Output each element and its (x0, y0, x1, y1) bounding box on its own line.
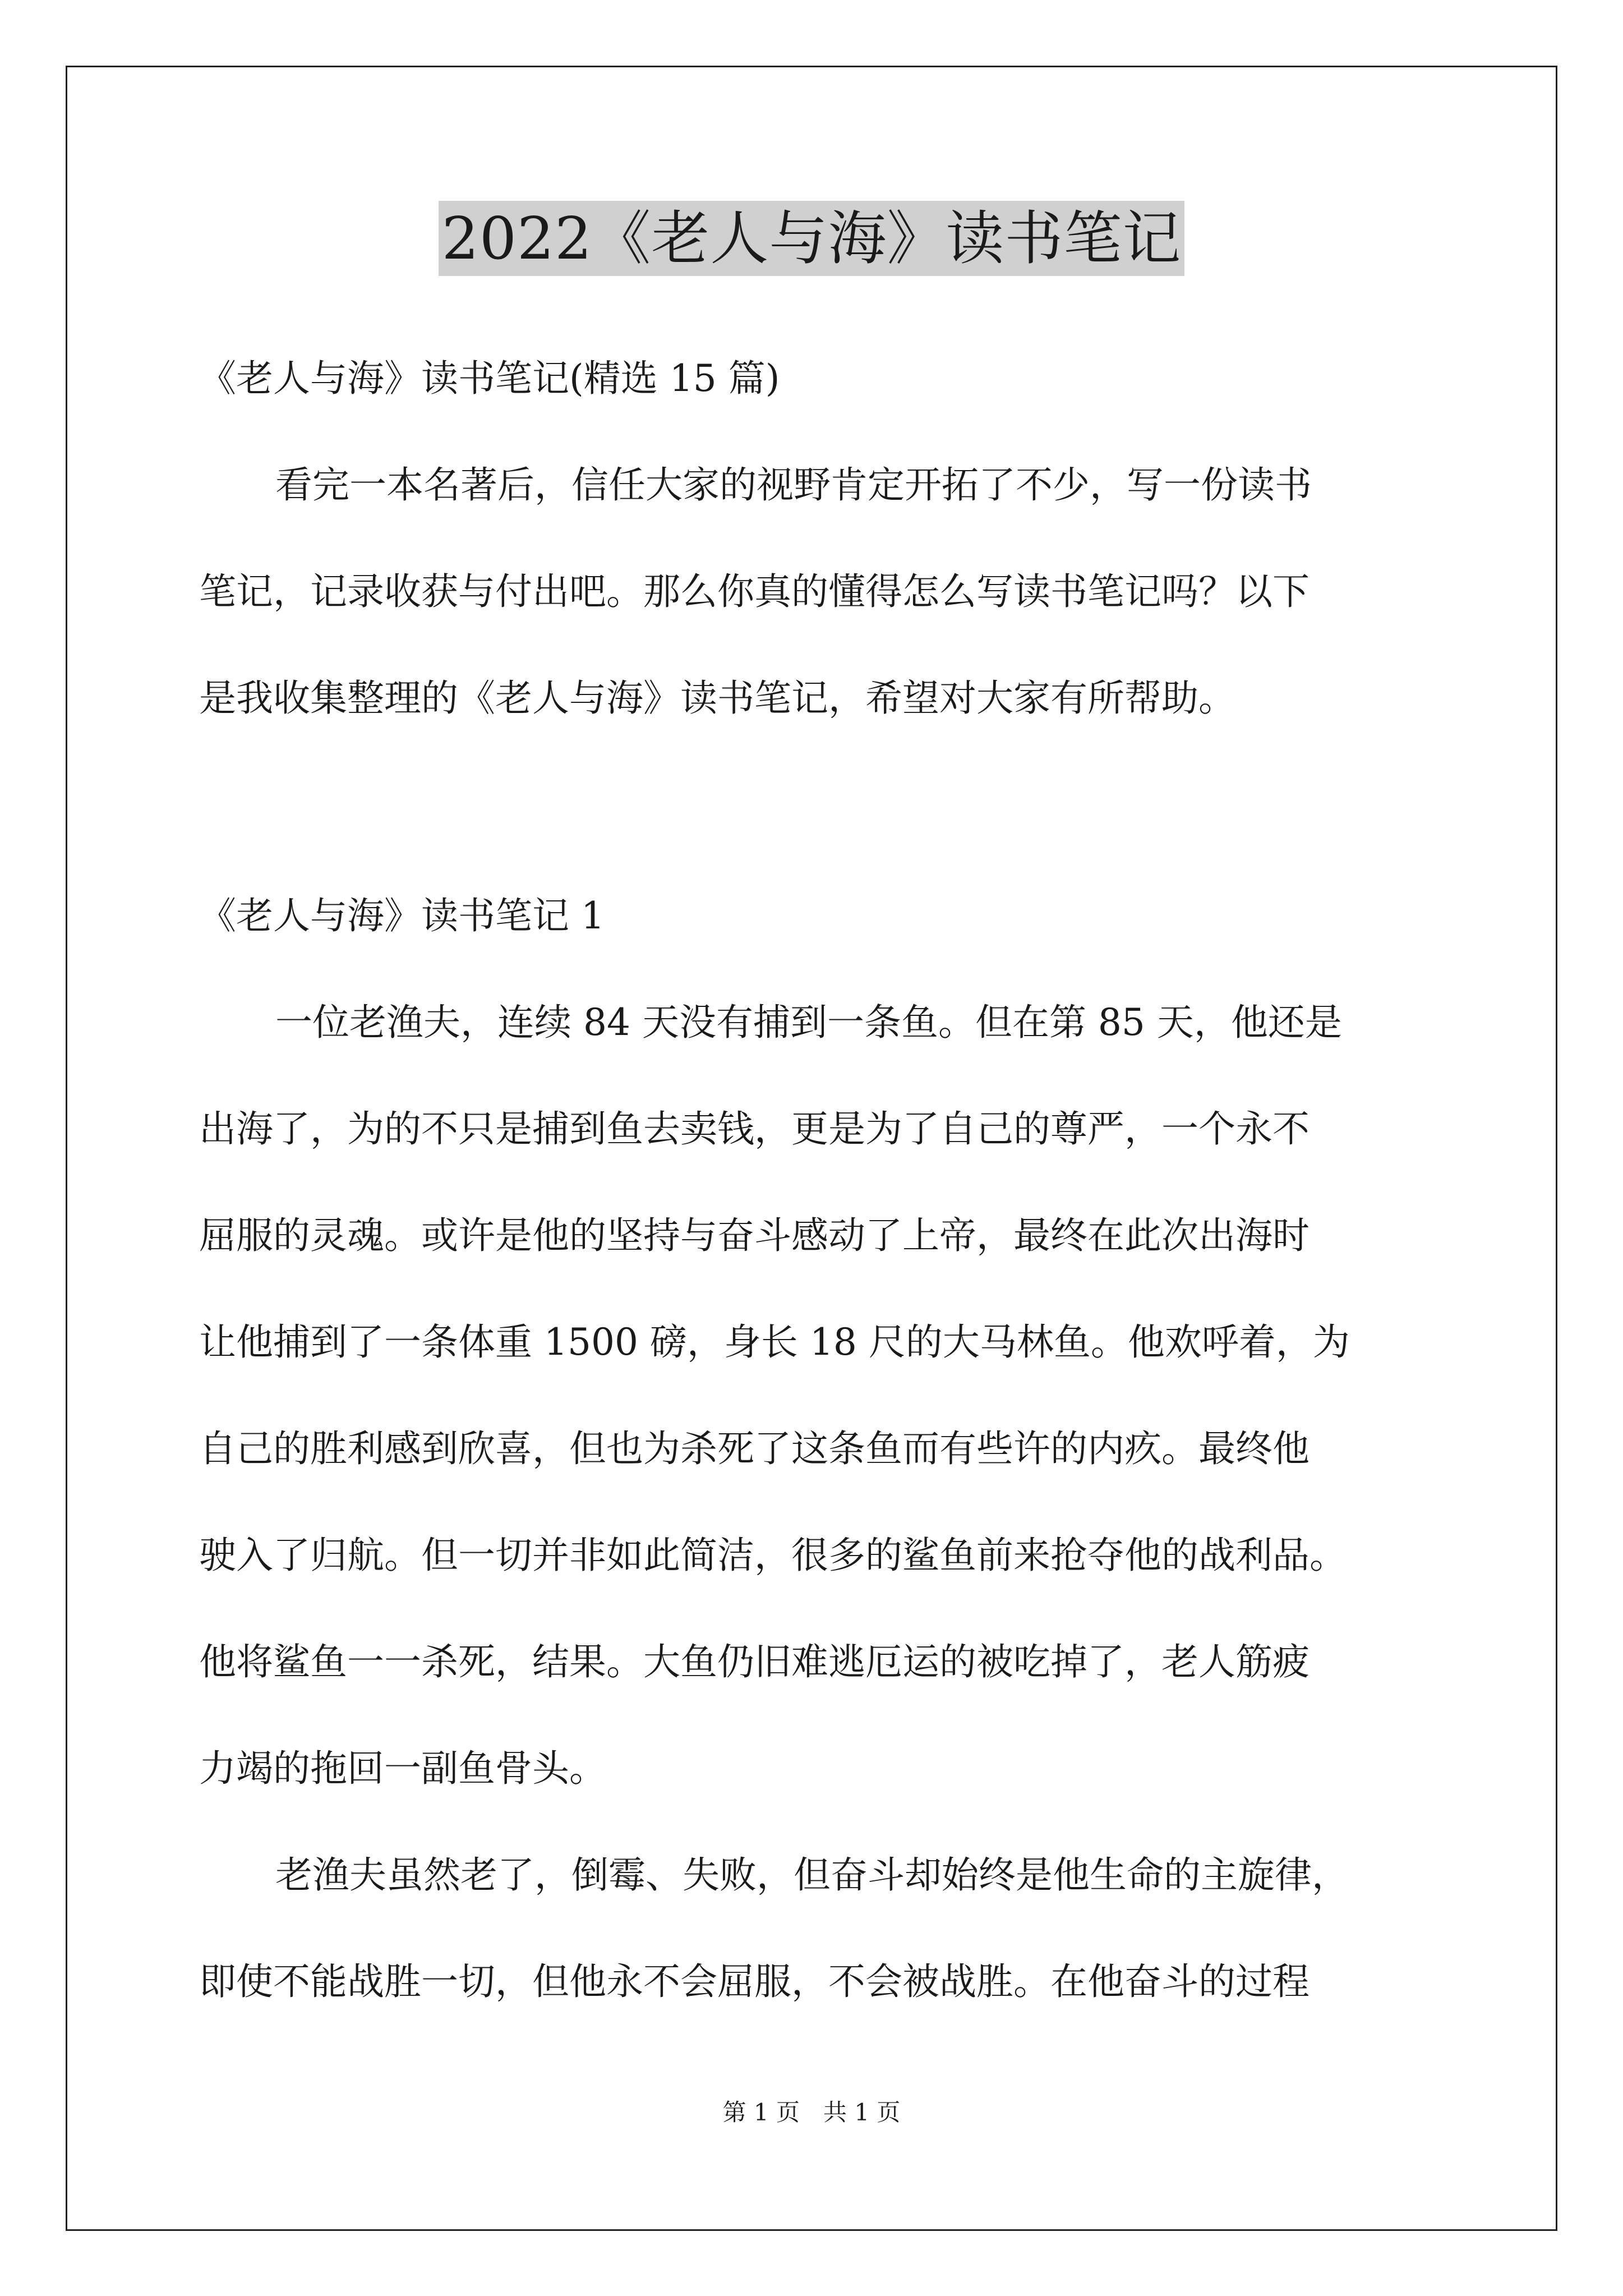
paragraph1-line-8: 力竭的拖回一副鱼骨头。 (199, 1747, 606, 1790)
paragraph2-line-1: 老渔夫虽然老了，倒霉、失败，但奋斗却始终是他生命的主旋律， (275, 1853, 1349, 1897)
paragraph1-line-5: 自己的胜利感到欣喜，但也为杀死了这条鱼而有些许的内疚。最终他 (199, 1427, 1310, 1470)
page-footer: 第 1 页 共 1 页 (722, 2099, 901, 2126)
paragraph1-line-7: 他将鲨鱼一一杀死，结果。大鱼仍旧难逃厄运的被吃掉了，老人筋疲 (199, 1640, 1310, 1683)
paragraph1-line-2: 出海了，为的不只是捕到鱼去卖钱，更是为了自己的尊严，一个永不 (199, 1107, 1310, 1151)
paragraph1-line-4: 让他捕到了一条体重 1500 磅，身长 18 尺的大马林鱼。他欢呼着，为 (199, 1320, 1350, 1364)
paragraph1-line-1: 一位老渔夫，连续 84 天没有捕到一条鱼。但在第 85 天，他还是 (275, 1001, 1342, 1044)
document-subtitle: 《老人与海》读书笔记(精选 15 篇) (199, 357, 780, 400)
intro-line-3: 是我收集整理的《老人与海》读书笔记，希望对大家有所帮助。 (199, 677, 1235, 720)
title-container (0, 201, 1623, 276)
paragraph1-line-6: 驶入了归航。但一切并非如此简洁，很多的鲨鱼前来抢夺他的战利品。 (199, 1534, 1347, 1577)
paragraph1-line-3: 屈服的灵魂。或许是他的坚持与奋斗感动了上帝，最终在此次出海时 (199, 1214, 1310, 1257)
intro-line-2: 笔记，记录收获与付出吧。那么你真的懂得怎么写读书笔记吗？以下 (199, 570, 1310, 613)
paragraph2-line-2: 即使不能战胜一切，但他永不会屈服，不会被战胜。在他奋斗的过程 (199, 1960, 1310, 2003)
document-title: 2022《老人与海》读书笔记 (439, 201, 1185, 276)
intro-line-1: 看完一本名著后，信任大家的视野肯定开拓了不少，写一份读书 (275, 463, 1312, 507)
section-heading: 《老人与海》读书笔记 1 (199, 894, 605, 937)
